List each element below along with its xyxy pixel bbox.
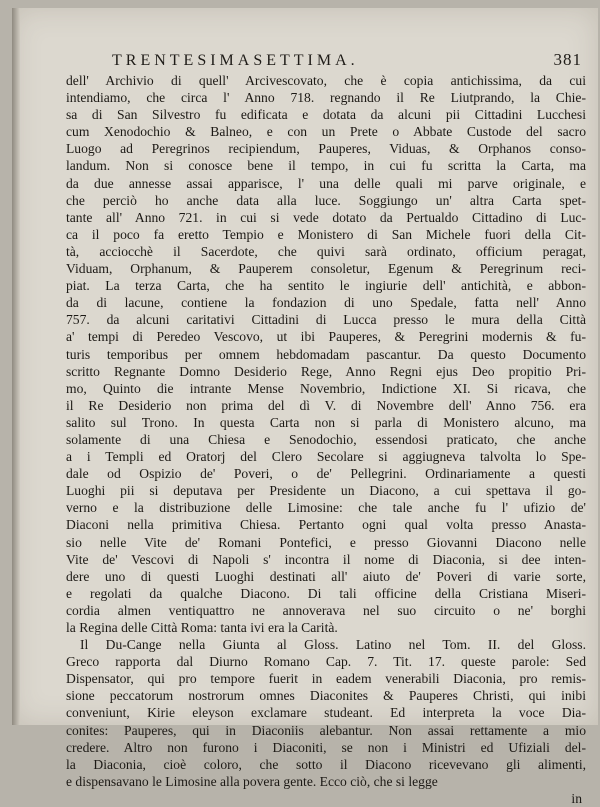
- text-line: solamente di una Chiesa e Senodochio, essendosi praticato, che anche: [66, 431, 586, 447]
- paragraph-2: [66, 636, 586, 790]
- text-line: piat. La terza Carta, che ha sentito le ingiurie dell' antichità, e abbon-: [66, 278, 586, 294]
- text-line: cum Xenodochio & Balneo, e con un Prete o Abbate Custode del sacro: [66, 124, 586, 140]
- text-line: e regolati da qualche Diacono. Di tali officine della Cristiana Miseri-: [66, 585, 586, 601]
- text-line: verno e la distribuzione delle Limosine: che tale anche fu l' ufizio de': [66, 500, 586, 516]
- text-line: dale od Ospizio de' Poveri, o de' Pellegrini. Ordinariamente a questi: [66, 466, 586, 482]
- text-line: Il Du-Cange nella Giunta al Gloss. Latino nel Tom. II. del Gloss.: [80, 637, 586, 653]
- page-number: 381: [553, 50, 582, 69]
- text-line: conites: Pauperes, qui in Diaconiis alebantur. Non assai rettamente a mio: [66, 722, 586, 738]
- text-line: che perciò ho anche data alla luce. Soggiungo un' altra Carta spet-: [66, 192, 586, 208]
- text-line: il Re Desiderio non prima del dì V. di Novembre dell' Anno 756. era: [66, 397, 586, 413]
- text-line: Greco rapporta dal Diurno Romano Cap. 7. Tit. 17. queste parole: Sed: [66, 654, 586, 670]
- text-line: la Regina delle Città Roma: tanta ivi era la Carità.: [66, 620, 338, 635]
- text-line: Luogo ad Peregrinos recipiendum, Pauperes, Viduas, & Orphanos conso-: [66, 141, 586, 157]
- running-head: [112, 52, 582, 72]
- text-line: salito sul Trono. In questa Carta non si parla di Monistero alcuno, ma: [66, 414, 586, 430]
- text-line: credere. Altro non furono i Diaconiti, se non i Ministri ed Ufiziali del-: [66, 739, 586, 755]
- text-line: sa di San Silvestro fu edificata e dotata da alcuni pii Cittadini Lucchesi: [66, 107, 586, 123]
- text-line: 757. da alcuni caritativi Cittadini di Lucca presso le mura della Città: [66, 312, 586, 328]
- text-line: intendiamo, che circa l' Anno 718. regnando il Re Liutprando, la Chie-: [66, 90, 586, 106]
- text-line: a' tempi di Peredeo Vescovo, ut ibi Pauperes, & Peregrini modernis & fu-: [66, 329, 586, 345]
- text-line: sio nelle Vite de' Romani Pontefici, e presso Giovanni Diacono nelle: [66, 534, 586, 550]
- text-line: tà, acciocchè il Sacerdote, che quivi sarà ordinato, officium peragat,: [66, 243, 586, 259]
- page-gutter: [12, 8, 20, 725]
- text-line: landum. Non si conosce bene il tempo, in cui fu scritta la Carta, ma: [66, 158, 586, 174]
- text-line: Diaconi nella primitiva Chiesa. Pertanto ogni qual volta presso Anasta-: [66, 517, 586, 533]
- text-line: da due annesse assai apparisce, l' una delle quali mi parve originale, e: [66, 175, 586, 191]
- body-text: [66, 72, 586, 807]
- text-line: mo, Quinto die intrante Mense Novembrio, Indictione XI. Si ricava, che: [66, 380, 586, 396]
- text-line: tante all' Anno 721. in cui si vede dotato da Pertualdo Cittadino di Luc-: [66, 209, 586, 225]
- text-line: dell' Archivio di quell' Arcivescovato, che è copia antichissima, da cui: [66, 73, 586, 88]
- text-line: e dispensavano le Limosine alla povera gente. Ecco ciò, che si legge: [66, 773, 438, 789]
- paragraph-1: [66, 72, 586, 636]
- book-page: [12, 8, 598, 806]
- text-line: a i Templi ed Oratorj del Clero Secolare si aggiugneva talvolta lo Spe-: [66, 449, 586, 465]
- text-line: la Diaconia, cioè coloro, che sotto il Diacono ricevevano gli alimenti,: [66, 756, 586, 772]
- text-line: da di lacune, contiene la fondazion di uno Spedale, fatta nell' Anno: [66, 295, 586, 311]
- text-line: conveniunt, Kirie eleyson exclamare studeant. Ed interpreta la voce Dia-: [66, 705, 586, 721]
- text-line: turis temporibus per omnem hebdomadam pascantur. Da questo Documento: [66, 346, 586, 362]
- running-title: TRENTESIMASETTIMA.: [112, 52, 359, 69]
- catchword: in: [571, 790, 582, 806]
- text-line: Luoghi pii si deputava per Presidente un Diacono, a cui spettava il go-: [66, 483, 586, 499]
- text-line: dere uno di questi Luoghi destinati all' aiuto de' Poveri di varie sorte,: [66, 568, 586, 584]
- text-line: sione peccatorum nostrorum omnes Diaconites & Pauperes Christi, qui inibi: [66, 688, 586, 704]
- text-line: Viduam, Orphanum, & Pauperem consoletur, Egenum & Peregrinum reci-: [66, 261, 586, 277]
- text-line: cordia almen ventiquattro ne annoverava nel suo circuito o ne' borghi: [66, 602, 586, 618]
- text-line: Vite de' Vescovi di Napoli s' incontra il nome di Diaconia, si dee inten-: [66, 551, 586, 567]
- text-line: ca il poco fa eretto Tempio e Monistero di San Michele fuori della Cit-: [66, 226, 586, 242]
- text-line: scritto Regnante Domno Desiderio Rege, Anno Regni ejus Deo propitio Pri-: [66, 363, 586, 379]
- text-line: Dispensator, qui pro tempore fuerit in eadem venerabili Diaconia, pro remis-: [66, 671, 586, 687]
